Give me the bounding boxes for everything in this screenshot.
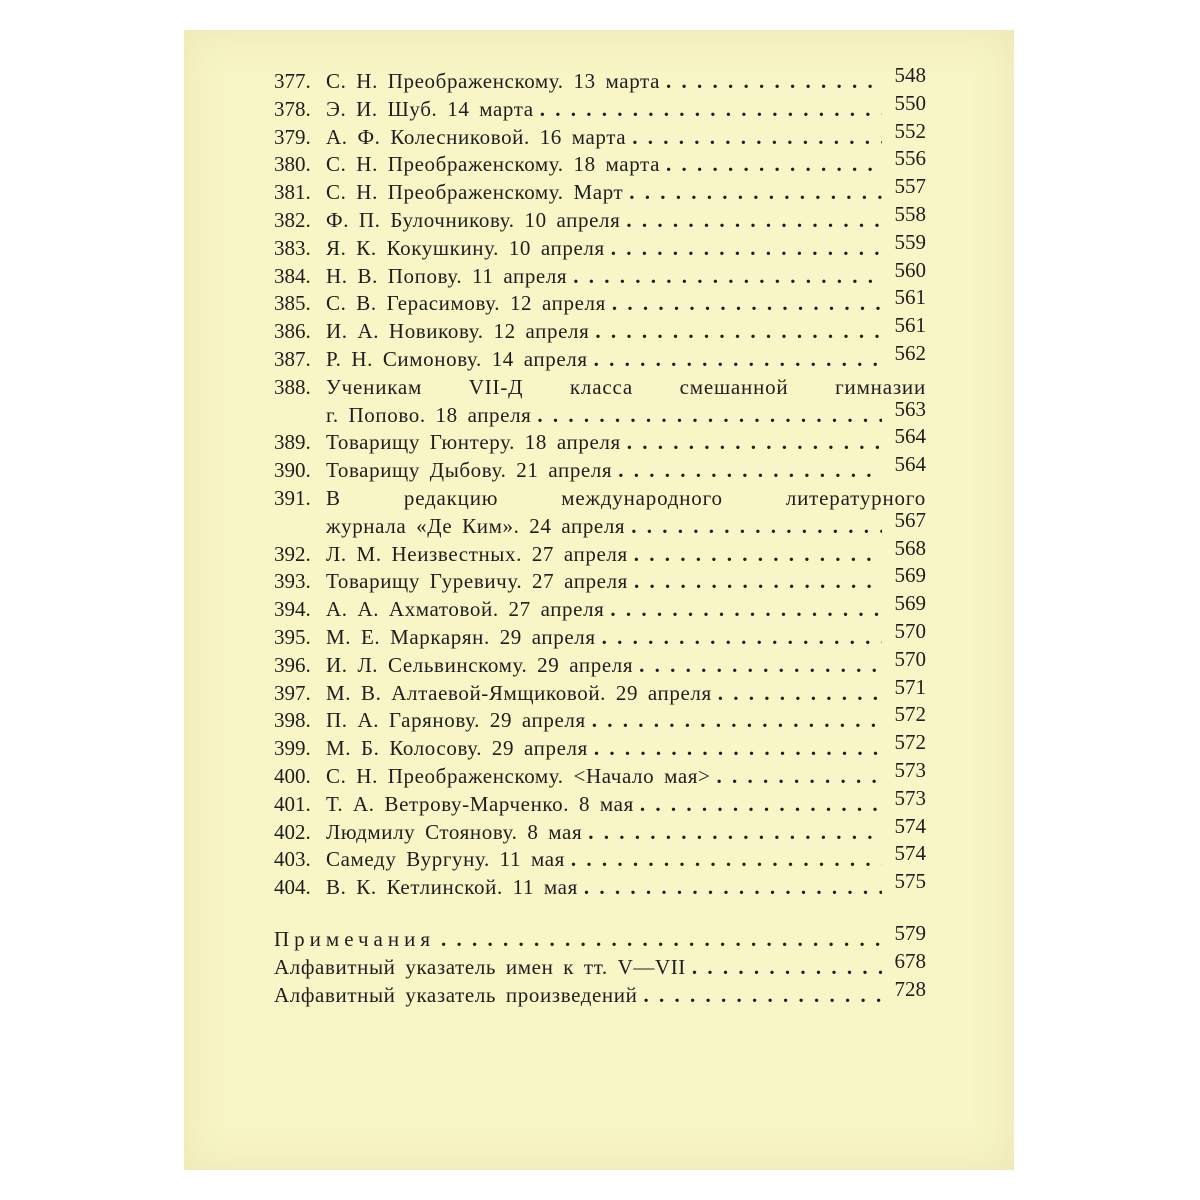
dot-leader — [441, 926, 882, 954]
entry-title: Товарищу Гюнтеру. 18 апреля — [326, 430, 621, 455]
entry-number: 383. — [274, 235, 311, 260]
dot-leader — [634, 541, 882, 569]
entry-page-number: 561 — [894, 313, 926, 338]
entry-number: 403. — [274, 847, 311, 872]
dot-leader — [611, 235, 882, 263]
entry-page-number: 558 — [894, 201, 926, 226]
dot-leader — [595, 318, 882, 346]
toc-entry — [274, 229, 926, 263]
book-page — [184, 30, 1014, 1170]
entry-page-number: 548 — [894, 63, 926, 87]
dot-leader — [594, 735, 882, 763]
entry-title: Ученикам VII-Д класса смешанной гимназии — [326, 374, 926, 399]
toc-entry — [274, 285, 926, 318]
toc-entry — [274, 374, 926, 402]
entry-title: С. Н. Преображенскому. 18 марта — [326, 152, 660, 177]
entry-title: М. Б. Колосову. 29 апреля — [326, 736, 588, 761]
entry-page-number: 550 — [894, 90, 926, 115]
toc-entry — [274, 841, 926, 874]
toc-entry — [274, 785, 926, 819]
dot-leader — [537, 402, 882, 430]
dot-leader — [627, 429, 882, 457]
toc-entry — [274, 340, 926, 374]
toc-entry — [274, 730, 926, 763]
entry-page-number: 560 — [894, 257, 926, 282]
entry-number: 404. — [274, 875, 311, 900]
back-matter-page-number: 728 — [894, 976, 926, 1001]
dot-leader — [588, 819, 882, 847]
entry-title: Л. М. Неизвестных. 27 апреля — [326, 541, 628, 566]
entry-number: 394. — [274, 597, 311, 622]
toc-entry — [274, 674, 926, 708]
entry-title: Товарищу Дыбову. 21 апреля — [326, 458, 613, 483]
entry-page-number: 569 — [894, 563, 926, 588]
entry-title: В редакцию международного литературного — [326, 485, 926, 510]
toc-entry — [274, 869, 926, 902]
toc-entry — [274, 424, 926, 457]
toc-entry — [274, 90, 926, 124]
toc-entry — [274, 257, 926, 291]
entry-number: 393. — [274, 569, 311, 594]
entry-title: С. Н. Преображенскому. Март — [326, 180, 624, 205]
entry-page-number: 552 — [894, 118, 926, 143]
toc-entry — [274, 702, 926, 735]
section-gap — [274, 902, 926, 926]
entry-number: 389. — [274, 430, 311, 455]
toc-entry — [274, 201, 926, 235]
entry-number: 397. — [274, 680, 311, 705]
back-matter-page-number: 678 — [894, 948, 926, 973]
back-matter-title: Алфавитный указатель произведений — [274, 982, 638, 1007]
entry-title: И. Л. Сельвинскому. 29 апреля — [326, 652, 634, 677]
dot-leader — [666, 68, 882, 96]
entry-number: 388. — [274, 374, 311, 399]
toc-entry-continuation — [274, 396, 926, 430]
entry-number: 387. — [274, 346, 311, 371]
entry-title: С. Н. Преображенскому. 13 марта — [326, 69, 660, 93]
entry-title: В. К. Кетлинской. 11 мая — [326, 875, 578, 900]
entry-title: П. А. Гарянову. 29 апреля — [326, 708, 586, 733]
entry-page-number: 573 — [894, 785, 926, 810]
dot-leader — [594, 346, 882, 374]
entry-number: 379. — [274, 124, 311, 149]
toc-entry — [274, 146, 926, 179]
toc-entry — [274, 313, 926, 346]
dot-leader — [592, 707, 882, 735]
dot-leader — [626, 207, 882, 235]
back-matter-title: Алфавитный указатель имен к тт. V—VII — [274, 954, 686, 979]
entry-number: 400. — [274, 763, 311, 788]
entry-title: Э. И. Шуб. 14 марта — [326, 96, 534, 121]
toc-entry — [274, 646, 926, 680]
entry-page-number: 572 — [894, 702, 926, 727]
entry-title: А. А. Ахматовой. 27 апреля — [326, 597, 605, 622]
back-matter-entry — [274, 948, 926, 982]
back-matter-entry — [274, 976, 926, 1010]
entry-title: С. В. Герасимову. 12 апреля — [326, 291, 606, 316]
entry-number: 385. — [274, 291, 311, 316]
dot-leader — [692, 954, 882, 982]
entry-title: Я. К. Кокушкину. 10 апреля — [326, 235, 605, 260]
toc-entry — [274, 563, 926, 596]
entry-number: 396. — [274, 652, 311, 677]
entry-title: Н. В. Попову. 11 апреля — [326, 263, 568, 288]
entry-number: 401. — [274, 791, 311, 816]
toc-entry — [274, 535, 926, 569]
entry-title: С. Н. Преображенскому. <Начало мая> — [326, 763, 711, 788]
entry-number: 377. — [274, 69, 311, 93]
dot-leader — [634, 568, 882, 596]
entry-title: Людмилу Стоянову. 8 мая — [326, 819, 583, 844]
table-of-contents — [274, 63, 926, 1009]
entry-page-number: 573 — [894, 757, 926, 782]
dot-leader — [718, 680, 882, 708]
entry-page-number: 570 — [894, 618, 926, 643]
toc-entry — [274, 452, 926, 485]
back-matter-title: Примечания — [274, 926, 436, 951]
entry-number: 392. — [274, 541, 311, 566]
dot-leader — [666, 151, 882, 179]
dot-leader — [639, 652, 882, 680]
toc-entry-continuation — [274, 507, 926, 541]
entry-page-number: 557 — [894, 174, 926, 199]
entry-number: 391. — [274, 485, 311, 510]
entry-number: 395. — [274, 624, 311, 649]
entry-page-number: 559 — [894, 229, 926, 254]
dot-leader — [629, 179, 882, 207]
entry-title: Т. А. Ветрову-Марченко. 8 мая — [326, 791, 634, 816]
entry-title: Ф. П. Булочникову. 10 апреля — [326, 207, 621, 232]
dot-leader — [640, 791, 882, 819]
entry-page-number: 564 — [894, 452, 926, 477]
entry-page-number: 556 — [894, 146, 926, 171]
entry-title-continuation: журнала «Де Ким». 24 апреля — [326, 513, 626, 538]
dot-leader — [571, 846, 882, 874]
entry-page-number: 564 — [894, 424, 926, 449]
entry-title: М. В. Алтаевой-Ямщиковой. 29 апреля — [326, 680, 712, 705]
entry-title: И. А. Новикову. 12 апреля — [326, 319, 590, 344]
entry-title: Товарищу Гуревичу. 27 апреля — [326, 569, 628, 594]
toc-entry — [274, 118, 926, 152]
back-matter-page-number: 579 — [894, 920, 926, 945]
entry-number: 382. — [274, 207, 311, 232]
entry-number: 380. — [274, 152, 311, 177]
dot-leader — [618, 457, 882, 485]
entry-page-number: 562 — [894, 340, 926, 365]
entry-number: 386. — [274, 319, 311, 344]
entry-page-number: 569 — [894, 591, 926, 616]
entry-number: 398. — [274, 708, 311, 733]
entry-title: А. Ф. Колесниковой. 16 марта — [326, 124, 627, 149]
entry-number: 399. — [274, 736, 311, 761]
toc-entry — [274, 813, 926, 847]
dot-leader — [584, 874, 882, 902]
entry-page-number: 574 — [894, 813, 926, 838]
dot-leader — [610, 596, 882, 624]
entry-title: Р. Н. Симонову. 14 апреля — [326, 346, 588, 371]
toc-entry — [274, 618, 926, 652]
entry-page-number: 567 — [894, 507, 926, 532]
dot-leader — [612, 290, 882, 318]
toc-entry — [274, 174, 926, 207]
dot-leader — [573, 263, 882, 291]
entry-number: 384. — [274, 263, 311, 288]
entry-number: 378. — [274, 96, 311, 121]
entry-page-number: 574 — [894, 841, 926, 866]
dot-leader — [540, 96, 882, 124]
entry-page-number: 561 — [894, 285, 926, 310]
dot-leader — [602, 624, 882, 652]
entry-page-number: 563 — [894, 396, 926, 421]
toc-entry — [274, 757, 926, 791]
entry-page-number: 571 — [894, 674, 926, 699]
entry-number: 402. — [274, 819, 311, 844]
dot-leader — [716, 763, 882, 791]
entry-title-continuation: г. Попово. 18 апреля — [326, 402, 532, 427]
entry-number: 381. — [274, 180, 311, 205]
toc-entry — [274, 485, 926, 513]
dot-leader — [632, 124, 882, 152]
entry-number: 390. — [274, 458, 311, 483]
entry-page-number: 570 — [894, 646, 926, 671]
entry-title: М. Е. Маркарян. 29 апреля — [326, 624, 596, 649]
entry-page-number: 572 — [894, 730, 926, 755]
entry-page-number: 575 — [894, 869, 926, 894]
toc-entry — [274, 591, 926, 624]
dot-leader — [631, 513, 882, 541]
dot-leader — [643, 982, 882, 1010]
back-matter-entry — [274, 920, 926, 954]
toc-entry — [274, 63, 926, 96]
entry-title: Самеду Вургуну. 11 мая — [326, 847, 565, 872]
entry-page-number: 568 — [894, 535, 926, 560]
